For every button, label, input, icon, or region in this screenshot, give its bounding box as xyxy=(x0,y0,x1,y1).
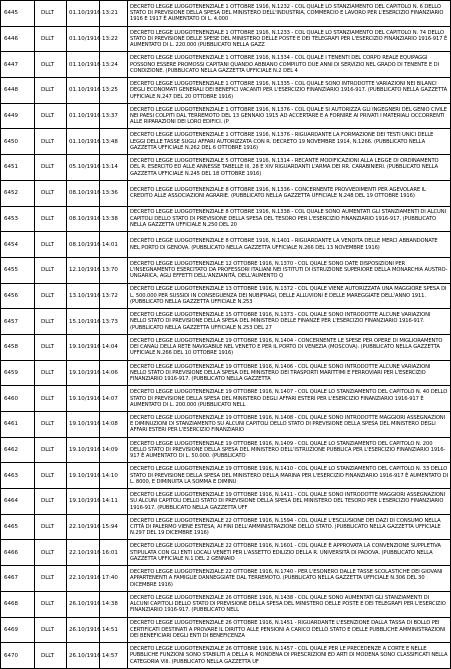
table-row xyxy=(1,26,451,52)
row-description: DECRETO LEGGE LUOGOTENENZIALE 1 OTTOBRE 1916, N.1335 - COL QUALE SONO INTRODOTTE VARIAZIONI NEI BILANCI DEGLI ECONOMATI GENERALI DEI BENEFICI VACANTI PER L'ESERCIZIO FINANZIARIO 1916-917. (PUBBLICATO NELLA GAZZETTA UFFICIALE N.247 DEL 20 OTTOBRE 1916) xyxy=(128,78,451,104)
row-description: DECRETO LEGGE LUOGOTENENZIALE 19 OTTOBRE 1916, N.1406 - COL QUALE SONO INTRODOTTE ALCUNE VARIAZIONI NELLO STATO DI PREVISIONE DELLA SPESA DEL MINISTERO DEI TRASPORTI MARITTIMI E FERROVIARI PER L'ESERCIZIO FINANZIARIO 1916-917. (PUBBLICATO NELLA GAZZETTA xyxy=(128,360,451,386)
row-type: DLLT xyxy=(35,386,67,412)
row-date: 19.10/1916 xyxy=(67,437,100,463)
row-date: 12.10/1916 xyxy=(67,257,100,283)
table-row xyxy=(1,206,451,232)
table-row xyxy=(1,566,451,592)
table-row xyxy=(1,52,451,78)
row-type: DLLT xyxy=(35,78,67,104)
row-description: DECRETO LEGGE LUOGOTENENZIALE 1 OTTOBRE 1916, N.1376 - COL QUALE SI AUTORIZZA GLI INGEGNERI DEL GENIO CIVILE NEI PAESI COLPITI DAL TERREMOTO DEL 13 GENNAIO 1915 AD ACCERTARE E A FORNIRE AI PRIVATI I MATERIALI OCCORRENTI ALLE RIPARAZIONI DEI LORO EDIFICI. (P xyxy=(128,103,451,129)
row-number: 6468 xyxy=(1,591,35,617)
table-row xyxy=(1,540,451,566)
table-row xyxy=(1,386,451,412)
table-row xyxy=(1,283,451,309)
row-number: 6459 xyxy=(1,360,35,386)
row-date: 26.10/1916 xyxy=(67,643,100,669)
row-page: 14:09 xyxy=(100,437,128,463)
row-page: 14:07 xyxy=(100,386,128,412)
row-description: DECRETO LEGGE LUOGOTENENZIALE 19 OTTOBRE 1916, N.1408 - COL QUALE SONO INTRODOTTE MAGGIORI ASSEGNAZIONI E DIMINUZIONI DI STANZIAMENTO SU ALCUNI CAPITOLI DELLO STATO DI PREVISIONE DELLA SPESA DEL MINISTERO DEGLI AFFARI ESTERI PER L'ESERCIZIO FINANZIARIO xyxy=(128,412,451,438)
row-date: 19.10/1916 xyxy=(67,334,100,360)
table-row xyxy=(1,617,451,643)
row-description: DECRETO LEGGE LUOGOTENENZIALE 1 OTTOBRE 1916, N.1376 - RIGUARDANTE LA FORMAZIONE DEI TESTI UNICI DELLE LEGGI DELLE TASSE SUGLI AFFARI AUTORIZZATA CON R. DECRETO 19 NOVEMBRE 1914, N.1266. (PUBBLICATO NELLA GAZZETTA UFFICIALE N.262 DEL 6 OTTOBRE 1916) xyxy=(128,129,451,155)
row-description: DECRETO LEGGE LUOGOTENENZIALE 26 OTTOBRE 1916, N.1438 - COL QUALE SONO AUMENTATI GLI STANZIAMENTI DI ALCUNI CAPITOLI DELLO STATO DI PREVISIONE DELLA SPESA DEL MINISTERO DELLE POSTE E DEI TELEGRAFI PER L'ESERCIZIO FINANZIARIO 1916-917. (PUBBLICATO NELL xyxy=(128,591,451,617)
row-description: DECRETO LEGGE LUOGOTENENZIALE 15 OTTOBRE 1916, N.1373 - COL QUALE SONO INTRODOTTE ALCUNE VARIAZIONI NELLO STATO DI PREVISIONE DELLA SPESA DEL MINISTERO DELLE FINANZE PER L'ESERCIZIO FINANZIARIO 1916-917. (PUBBLICATO NELLA GAZZETTA UFFICIALE N.253 DEL 27 xyxy=(128,309,451,335)
row-description: DECRETO LEGGE LUOGOTENENZIALE 19 OTTOBRE 1916, N.1407 - COL QUALE LO STANZIAMENTO DEL CAPITOLO N. 40 DELLO STATO DI PREVISIONE DELLA SPESA DEL MINISTERO DEGLI AFFARI ESTERI PER L'ESERCIZIO FINANZIARIO 1916-917 È AUMENTATO DI L. 200.000 (PUBBLICATO NELL xyxy=(128,386,451,412)
row-number: 6451 xyxy=(1,155,35,181)
row-type: DLLT xyxy=(35,566,67,592)
row-page: 13:72 xyxy=(100,283,128,309)
row-page: 14:11 xyxy=(100,489,128,515)
row-type: DLLT xyxy=(35,334,67,360)
row-number: 6457 xyxy=(1,309,35,335)
row-description: DECRETO LEGGE LUOGOTENENZIALE 26 OTTOBRE 1916, N.1451 - RIGUARDANTE L'ESENZIONE DALLA TASSA DI BOLLO PEI CERTIFICATI DESTINATI A PROVARE IL DIRITTO ALLE PENSIONI A CARICO DELLO STATO E DELLE PUBBLICHE AMMINISTRAZIONI DEI BENEFICIARI DEGLI ENTI DI BENEFICENZA xyxy=(128,617,451,643)
row-number: 6448 xyxy=(1,78,35,104)
row-number: 6458 xyxy=(1,334,35,360)
table-row xyxy=(1,180,451,206)
row-page: 13:36 xyxy=(100,180,128,206)
table-row xyxy=(1,232,451,258)
row-date: 08.10/1916 xyxy=(67,206,100,232)
row-number: 6445 xyxy=(1,1,35,27)
row-type: DLLT xyxy=(35,206,67,232)
row-date: 01.10/1916 xyxy=(67,26,100,52)
row-page: 13:48 xyxy=(100,129,128,155)
row-number: 6453 xyxy=(1,206,35,232)
row-page: 13:22 xyxy=(100,26,128,52)
table-row xyxy=(1,360,451,386)
row-description: DECRETO LEGGE LUOGOTENENZIALE 12 OTTOBRE 1916, N.1370 - COL QUALE SONO DATE DISPOSIZIONI PER L'INSEGNAMENTO ESERCITATO DA PROFESSORI ITALIANI NEI ISTITUTI DI ISTRUZIONE SUPERIORE DELLA MONARCHIA AUSTRO-UNGARICA, AGLI EFFETTI DELL'ANZIANITÀ, DELL'AUMENTO Q xyxy=(128,257,451,283)
row-date: 19.10/1916 xyxy=(67,412,100,438)
row-number: 6449 xyxy=(1,103,35,129)
row-description: DECRETO LEGGE LUOGOTENENZIALE 22 OTTOBRE 1916, N.1594 - COL QUALE L'ESCLUSIONE DEI DAZI DI CONSUMO NELLA CITTÀ DI PALERMO VIENE ESTESA, AI FINI DELL'AMMINISTRAZIONE DELLO STATO. (PUBBLICATO NELLA GAZZETTA UFFICIALE N.297 DEL 19 DICEMBRE 1916) xyxy=(128,514,451,540)
row-page: 14:57 xyxy=(100,643,128,669)
row-number: 6463 xyxy=(1,463,35,489)
row-page: 16:01 xyxy=(100,540,128,566)
row-number: 6450 xyxy=(1,129,35,155)
row-type: DLLT xyxy=(35,489,67,515)
row-type: DLLT xyxy=(35,617,67,643)
row-type: DLLT xyxy=(35,412,67,438)
row-number: 6469 xyxy=(1,617,35,643)
row-number: 6470 xyxy=(1,643,35,669)
row-page: 14:01 xyxy=(100,232,128,258)
row-date: 08.10/1916 xyxy=(67,180,100,206)
table-row xyxy=(1,334,451,360)
row-number: 6446 xyxy=(1,26,35,52)
table-row xyxy=(1,78,451,104)
table-row xyxy=(1,643,451,669)
row-description: DECRETO LEGGE LUOGOTENENZIALE 19 OTTOBRE 1916, N.1404 - CONCERNENTE LE SPESE PER OPERE DI MIGLIORAMENTO DEI CANALI DELLA RETE NAVIGABILE NEL VENETO E PER IL PORTO DI VENEZIA (MOSCOVA). (PUBBLICATO NELLA GAZZETTA UFFICIALE N.266 DEL 10 OTTOBRE 1916) xyxy=(128,334,451,360)
row-date: 26.10/1916 xyxy=(67,617,100,643)
table-row xyxy=(1,412,451,438)
row-number: 6460 xyxy=(1,386,35,412)
row-number: 6452 xyxy=(1,180,35,206)
row-page: 13:73 xyxy=(100,309,128,335)
row-date: 19.10/1916 xyxy=(67,489,100,515)
row-type: DLLT xyxy=(35,360,67,386)
row-page: 14:10 xyxy=(100,463,128,489)
row-number: 6456 xyxy=(1,283,35,309)
row-description: DECRETO LEGGE LUOGOTENENZIALE 8 OTTOBRE 1916, N.1336 - CONCERNENTE PROVVEDIMENTI PER AGEVOLARE IL CREDITO ALLE ASSOCIAZIONI AGRARIE. (PUBBLICATO NELLA GAZZETTA UFFICIALE N.248 DEL 19 OTTOBRE 1916) xyxy=(128,180,451,206)
row-number: 6464 xyxy=(1,489,35,515)
row-type: DLLT xyxy=(35,232,67,258)
row-number: 6455 xyxy=(1,257,35,283)
table-row xyxy=(1,1,451,27)
row-type: DLLT xyxy=(35,155,67,181)
row-date: 08.10/1916 xyxy=(67,232,100,258)
row-description: DECRETO LEGGE LUOGOTENENZIALE 5 OTTOBRE 1916, N.1314 - RECANTE MODIFICAZIONI ALLA LEGGE DI ORDINAMENTO DEL R. ESERCITO ED ALLE ANNESSE TABELLE III, 28 E XIV RIGUARDANTI L'ARMA DEI RR. CARABINIERI. (PUBBLICATO NELLA GAZZETTA UFFICIALE N.245 DEL 18 OTTOBRE 1916) xyxy=(128,155,451,181)
row-date: 05.10/1916 xyxy=(67,155,100,181)
row-date: 22.10/1916 xyxy=(67,566,100,592)
row-description: DECRETO LEGGE LUOGOTENENZIALE 19 OTTOBRE 1916, N.1409 - COL QUALE LO STANZIAMENTO DEL CAPITOLO N. 200 DELLO STATO DI PREVISIONE DELLA SPESA DEL MINISTERO DELL'ISTRUZIONE PUBBLICA PER L'ESERCIZIO FINANZIARIO 1916-917 È AUMENTATO DI L. 50.000. (PUBBLICATO xyxy=(128,437,451,463)
row-page: 13:25 xyxy=(100,78,128,104)
row-date: 01.10/1916 xyxy=(67,129,100,155)
row-date: 26.10/1916 xyxy=(67,591,100,617)
row-type: DLLT xyxy=(35,257,67,283)
row-type: DLLT xyxy=(35,283,67,309)
table-row xyxy=(1,257,451,283)
row-type: DLLT xyxy=(35,437,67,463)
row-type: DLLT xyxy=(35,103,67,129)
row-date: 15.10/1916 xyxy=(67,309,100,335)
row-type: DLLT xyxy=(35,643,67,669)
row-date: 19.10/1916 xyxy=(67,386,100,412)
row-page: 13:24 xyxy=(100,52,128,78)
table-row xyxy=(1,309,451,335)
row-page: 17:40 xyxy=(100,566,128,592)
table-row xyxy=(1,437,451,463)
row-type: DLLT xyxy=(35,591,67,617)
table-row xyxy=(1,103,451,129)
row-page: 14:06 xyxy=(100,360,128,386)
row-type: DLLT xyxy=(35,1,67,27)
row-description: DECRETO LEGGE LUOGOTENENZIALE 26 OTTOBRE 1916, N.1457 - COL QUALE PER LE PRECEDENZE A CORTE E NELLE PUBBLICHE FUNZIONI SONO STABILITI A DELLA R. MONDENA DI PRESCRIZIONI ED ARTI DI MODENA SONO CLASSIFICATI NELLA CATEGORIA VIII. (PUBBLICATO NELLA GAZZETTA UF xyxy=(128,643,451,669)
row-description: DECRETO LEGGE LUOGOTENENZIALE 19 OTTOBRE 1916, N.1410 - COL QUALE LO STANZIAMENTO DEL CAPITOLO N. 33 DELLO STATO DI PREVISIONE DELLA SPESA DEL MINISTERO DELLA MARINA PER L'ESERCIZIO FINANZIARIO 1916-917 È AUMENTATO DI L. 8000, E DIMINUITA LA SOMMA E DIMINU xyxy=(128,463,451,489)
row-type: DLLT xyxy=(35,309,67,335)
row-page: 13:14 xyxy=(100,155,128,181)
row-date: 19.10/1916 xyxy=(67,360,100,386)
row-description: DECRETO LEGGE LUOGOTENENZIALE 1 OTTOBRE 1916, N.1233 - COL QUALE LO STANZIAMENTO DEL CAPITOLO N. 74 DELLO STATO DI PREVISIONE DELLE SPESE DEL MINISTERO DELLE POSTE E DEI TELEGRAFI PER L'ESERCIZIO FINANZIARIO 1916-917 È AUMENTATO DI L. 220.000 (PUBBLICATO NELLA GAZZ xyxy=(128,26,451,52)
row-number: 6461 xyxy=(1,412,35,438)
row-number: 6466 xyxy=(1,540,35,566)
row-number: 6465 xyxy=(1,514,35,540)
row-date: 01.10/1916 xyxy=(67,78,100,104)
row-type: DLLT xyxy=(35,26,67,52)
row-number: 6462 xyxy=(1,437,35,463)
row-type: DLLT xyxy=(35,52,67,78)
row-number: 6447 xyxy=(1,52,35,78)
row-description: DECRETO LEGGE LUOGOTENENZIALE 13 OTTOBRE 1916, N.1372 - COL QUALE VIENE AUTORIZZATA UNA MAGGIORE SPESA DI L. 500.000 PER SUSSIDI IN CONSEGUENZA DEI NUBIFRAGI, DELLE ALLUVIONI E DELLE MAREGGIATE DELL'ANNO 1911. (PUBBLICATO NELLA GAZZETTA UFFICIALE N.253 xyxy=(128,283,451,309)
row-date: 22.10/1916 xyxy=(67,514,100,540)
row-page: 14:08 xyxy=(100,412,128,438)
row-page: 14:51 xyxy=(100,617,128,643)
row-number: 6454 xyxy=(1,232,35,258)
row-page: 13:21 xyxy=(100,1,128,27)
row-page: 13:38 xyxy=(100,206,128,232)
row-page: 14:38 xyxy=(100,591,128,617)
row-description: DECRETO LEGGE LUOGOTENENZIALE 22 OTTOBRE 1916, N.1601 - COL QUALE È APPROVATA LA CONVENZIONE SUPPLETIVA STIPULATA CON GLI ENTI LOCALI VENETI PER L'ASSETTO EDILIZIO DELLA R. UNIVERSITÀ DI PADOVA. (PUBBLICATO NELLA GAZZETTA UFFICIALE N.1 DEL 2 GENNAIO xyxy=(128,540,451,566)
row-description: DECRETO LEGGE LUOGOTENENZIALE 19 OTTOBRE 1916, N.1411 - COL QUALE SONO INTRODOTTE MAGGIORI ASSEGNAZIONI SU ALCUNI CAPITOLI DELLO STATO DI PREVISIONE DELLA SPESA DEL MINISTERO DEL TESORO PER L'ESERCIZIO FINANZIARIO 1916-917. (PUBBLICATO NELLA GAZZETTA UFF xyxy=(128,489,451,515)
table-row xyxy=(1,514,451,540)
row-date: 13.10/1916 xyxy=(67,283,100,309)
row-page: 13:37 xyxy=(100,103,128,129)
row-description: DECRETO LEGGE LUOGOTENENZIALE 8 OTTOBRE 1916, N.1338 - COL QUALE SONO AUMENTATI GLI STANZIAMENTI DI ALCUNI CAPITOLI DELLO STATO DI PREVISIONE DELLA SPESA DEL TESORO PER L'ESERCIZIO FINANZIARIO 1916-917. (PUBBLICATO NELLA GAZZETTA UFFICIALE N.250 DEL 20 xyxy=(128,206,451,232)
row-date: 19.10/1916 xyxy=(67,463,100,489)
row-type: DLLT xyxy=(35,540,67,566)
row-date: 01.10/1916 xyxy=(67,52,100,78)
row-page: 13:70 xyxy=(100,257,128,283)
row-page: 14:04 xyxy=(100,334,128,360)
row-description: DECRETO LEGGE LUOGOTENENZIALE 1 OTTOBRE 1916, N.1334 - COL QUALE I TENENTI DEL CORPO REALE EQUIPAGGI POSSONO ESSERE PROMOSSI CAPITANI QUANDO ABBIANO COMPIUTO DUE ANNI DI SERVIZIO NEL GRADO DI TENENTE E DI CONDIZIONE. (PUBBLICATO NELLA GAZZETTA UFFICIALE N.2 DEL 4 xyxy=(128,52,451,78)
table-row xyxy=(1,489,451,515)
row-type: DLLT xyxy=(35,129,67,155)
table-row xyxy=(1,591,451,617)
row-description: DECRETO LEGGE LUOGOTENENZIALE 22 OTTOBRE 1916, N.1740 - PER L'ESONERO DALLE TASSE SCOLASTICHE DEI GIOVANI APPARTENENTI A FAMIGLIE DANNEGGIATE DAL TERREMOTO. (PUBBLICATO NELLA GAZZETTA UFFICIALE N.306 DEL 30 DICEMBRE 1916) xyxy=(128,566,451,592)
row-date: 01.10/1916 xyxy=(67,1,100,27)
row-date: 01.10/1916 xyxy=(67,103,100,129)
table-row xyxy=(1,463,451,489)
row-page: 15:94 xyxy=(100,514,128,540)
row-type: DLLT xyxy=(35,463,67,489)
row-type: DLLT xyxy=(35,514,67,540)
table-row xyxy=(1,129,451,155)
row-description: DECRETO LEGGE LUOGOTENENZIALE 1 OTTOBRE 1916, N.1232 - COL QUALE LO STANZIAMENTO DEL CAPITOLO N. 6 DELLO STATO DI PREVISIONE DELLA SPESA DEL MINISTERO DELL'INDUSTRIA, COMMERCIO E LAVORO PER L'ESERCIZIO FINANZIARIO 1916 E 1917 È AUMENTATO DI L. 4.000 xyxy=(128,1,451,27)
row-type: DLLT xyxy=(35,180,67,206)
row-number: 6467 xyxy=(1,566,35,592)
register-body xyxy=(1,1,451,669)
row-date: 22.10/1916 xyxy=(67,540,100,566)
row-description: DECRETO LEGGE LUOGOTENENZIALE 8 OTTOBRE 1916, N.1401 - RIGUARDANTE LA VENDITA DELLE MERCI ABBANDONATE NEL PORTO DI GENOVA. (PUBBLICATO NELLA GAZZETTA UFFICIALE N.266 DEL 13 NOVEMBRE 1916) xyxy=(128,232,451,258)
table-row xyxy=(1,155,451,181)
